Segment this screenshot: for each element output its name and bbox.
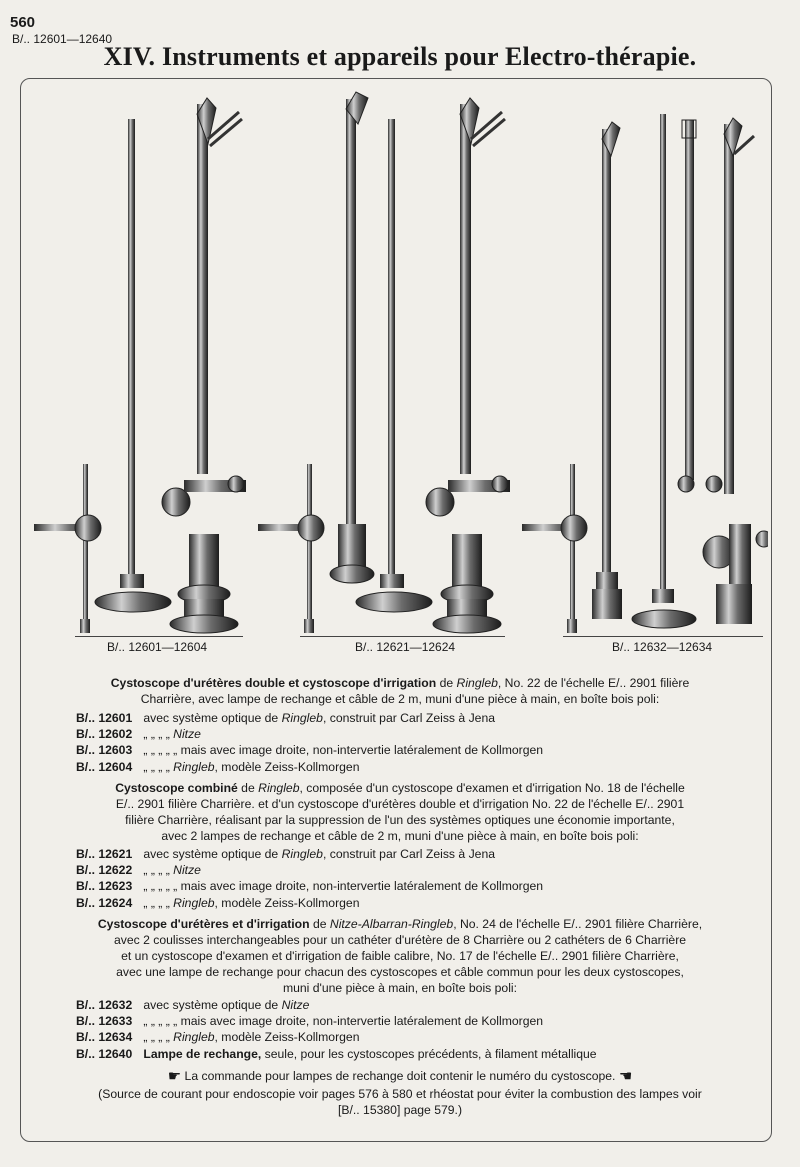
caption-rule-2	[300, 636, 505, 637]
figure-caption-2: B/.. 12621—12624	[355, 640, 456, 654]
list-item	[76, 862, 543, 878]
item-text-italic: Ringleb	[281, 711, 323, 725]
figure-caption-3: B/.. 12632—12634	[612, 640, 713, 654]
item-text-italic: Nitze	[281, 998, 310, 1012]
order-note-text: La commande pour lampes de rechange doit contenir le numéro du cystoscope.	[184, 1069, 616, 1083]
figure-caption-1: B/.. 12601—12604	[107, 640, 208, 654]
list-item	[76, 895, 543, 911]
section-1-intro	[0, 675, 800, 707]
lamp-item-bold: Lampe de rechange,	[143, 1046, 262, 1061]
section-3-line-2: avec 2 coulisses interchangeables pour un cathéter d'urétère de 8 Charrière ou 2 cathéters de 6 Charrière	[113, 933, 687, 947]
list-item	[76, 710, 543, 726]
list-item	[76, 1013, 597, 1029]
section-2-line-3: filière Charrière, réalisant par la suppression de l'un des systèmes optiques une économie importante,	[125, 813, 675, 827]
lamp-item-text: seule, pour les cystoscopes précédents, à filament métallique	[261, 1046, 597, 1061]
item-number: B/.. 12633	[76, 1014, 133, 1029]
item-number: B/.. 12601	[76, 711, 133, 725]
item-text: „ „ „ „	[143, 727, 174, 742]
section-2-l1a: de	[237, 781, 259, 795]
list-item	[76, 997, 597, 1013]
item-text-italic: Nitze	[173, 863, 201, 878]
section-1-heading-tail: de	[436, 676, 457, 690]
item-text: „ „ „ „ „ mais avec image droite, non-intervertie latéralement de Kollmorgen	[143, 879, 544, 894]
item-number: B/.. 12604	[76, 759, 133, 774]
instrument-group-1	[34, 98, 246, 633]
section-1-heading: Cystoscope d'urétères double et cystoscope d'irrigation	[110, 676, 437, 690]
item-text: avec système optique de	[143, 847, 282, 861]
section-3-items	[76, 997, 597, 1062]
item-text: „ „ „ „	[143, 759, 174, 774]
section-2-heading: Cystoscope combiné	[115, 781, 238, 795]
source-note	[0, 1086, 800, 1118]
item-number: B/.. 12622	[76, 863, 133, 878]
section-3-name: Nitze-Albarran-Ringleb	[329, 917, 454, 931]
section-1-heading-tail-b: , No. 22 de l'échelle E/.. 2901 filière	[497, 676, 690, 690]
list-item	[76, 1046, 597, 1062]
item-text-italic: Nitze	[173, 727, 201, 742]
section-1-items	[76, 710, 543, 775]
section-2-items	[76, 846, 543, 911]
source-note-line-2: [B/.. 15380] page 579.)	[338, 1103, 462, 1117]
instrument-group-2	[258, 92, 510, 633]
list-item	[76, 742, 543, 758]
item-number: B/.. 12623	[76, 879, 133, 894]
page-number: 560	[10, 14, 36, 31]
section-3-l1a: de	[309, 917, 330, 931]
item-number: B/.. 12624	[76, 895, 133, 910]
item-text: „ „ „ „	[143, 1030, 174, 1045]
section-2-line-4: avec 2 lampes de rechange et câble de 2 m, muni d'une pièce à main, en boîte bois poli:	[161, 829, 639, 843]
item-text: „ „ „ „ „ mais avec image droite, non-intervertie latéralement de Kollmorgen	[143, 743, 544, 758]
instrument-group-3	[522, 114, 768, 633]
item-text-tail: , modèle Zeiss-Kollmorgen	[214, 759, 360, 774]
catalog-range: B/.. 12601—12640	[12, 32, 113, 46]
caption-rule-1	[75, 636, 243, 637]
page-title: XIV. Instruments et appareils pour Electro-thérapie.	[103, 42, 697, 71]
section-3-line-3: et un cystoscope d'examen et d'irrigation de faible calibre, No. 17 de l'échelle E/.. 2901 filière Charrière,	[121, 949, 679, 963]
item-text-italic: Ringleb	[173, 1030, 215, 1045]
caption-rule-3	[563, 636, 763, 637]
item-text-italic: Ringleb	[173, 759, 215, 774]
section-2-l1b: , composée d'un cystoscope d'examen et d'irrigation No. 18 de l'échelle	[299, 781, 685, 795]
item-text-italic: Ringleb	[281, 847, 323, 861]
list-item	[76, 846, 543, 862]
item-text-tail: , construit par Carl Zeiss à Jena	[322, 711, 496, 725]
item-text-italic: Ringleb	[173, 895, 215, 910]
item-text: „ „ „ „	[143, 895, 174, 910]
section-3-line-5: muni d'une pièce à main, en boîte bois poli:	[282, 981, 518, 995]
list-item	[76, 1029, 597, 1045]
section-3-l1b: , No. 24 de l'échelle E/.. 2901 filière Charrière,	[453, 917, 703, 931]
list-item	[76, 726, 543, 742]
item-text: avec système optique de	[143, 711, 282, 725]
item-text-tail: , construit par Carl Zeiss à Jena	[322, 847, 496, 861]
section-2-line-2: E/.. 2901 filière Charrière. et d'un cystoscope d'urétères double et d'irrigation No. 22 de l'échelle E/.. 2901	[115, 797, 685, 811]
list-item	[76, 759, 543, 775]
section-3-heading: Cystoscope d'urétères et d'irrigation	[97, 917, 310, 931]
section-2-intro	[0, 780, 800, 844]
section-3-intro	[0, 916, 800, 996]
item-number: B/.. 12640	[76, 1046, 133, 1061]
list-item	[76, 878, 543, 894]
section-3-line-4: avec une lampe de rechange pour chacun des cystoscopes et câble commun pour les deux cystoscopes,	[116, 965, 684, 979]
item-number: B/.. 12603	[76, 743, 133, 758]
source-note-line-1: (Source de courant pour endoscopie voir pages 576 à 580 et rhéostat pour éviter la combustion des lampes voir	[98, 1087, 702, 1101]
item-number: B/.. 12632	[76, 998, 133, 1012]
section-2-name: Ringleb	[258, 781, 300, 795]
item-text: avec système optique de	[143, 998, 282, 1012]
item-text-tail: , modèle Zeiss-Kollmorgen	[214, 895, 360, 910]
item-number: B/.. 12602	[76, 727, 133, 742]
item-text-tail: , modèle Zeiss-Kollmorgen	[214, 1030, 360, 1045]
pointing-hand-left-icon: ☚	[618, 1068, 633, 1085]
cystoscope-illustration	[24, 84, 768, 659]
section-1-heading-name: Ringleb	[456, 676, 498, 690]
item-text: „ „ „ „ „ mais avec image droite, non-intervertie latéralement de Kollmorgen	[143, 1014, 544, 1029]
section-1-line-2: Charrière, avec lampe de rechange et câble de 2 m, muni d'une pièce à main, en boîte bois poli:	[140, 692, 660, 706]
item-number: B/.. 12634	[76, 1030, 133, 1045]
pointing-hand-right-icon: ☛	[167, 1068, 182, 1085]
item-number: B/.. 12621	[76, 847, 133, 861]
item-text: „ „ „ „	[143, 863, 174, 878]
order-note	[0, 1068, 800, 1085]
